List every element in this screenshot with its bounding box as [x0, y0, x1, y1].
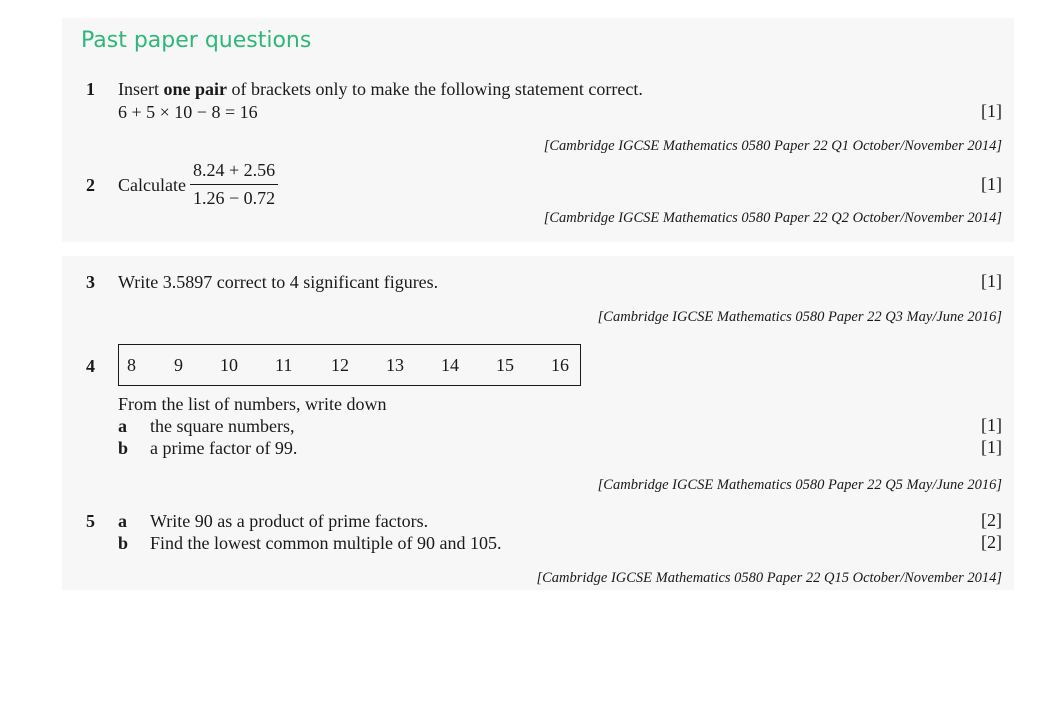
q4-number: 4 [86, 356, 95, 376]
q5-part-a-text: Write 90 as a product of prime factors. [150, 511, 429, 531]
number-list-item: 10 [220, 355, 238, 375]
band-divider [62, 242, 1014, 256]
q1-marks: [1] [981, 101, 1002, 121]
q5-part-a-label: a [118, 511, 127, 531]
q1-text-bold: one pair [163, 79, 227, 99]
q3-number: 3 [86, 272, 95, 292]
number-list-item: 9 [174, 355, 183, 375]
q2-fraction [190, 160, 278, 209]
q4-part-a-marks: [1] [981, 415, 1002, 435]
number-list-item: 15 [496, 355, 514, 375]
q1-source: [Cambridge IGCSE Mathematics 0580 Paper 22 Q1 October/November 2014] [543, 138, 1002, 154]
q5-part-b-text: Find the lowest common multiple of 90 and 105. [150, 533, 502, 553]
q4-intro: From the list of numbers, write down [118, 394, 387, 414]
q1-text-after: of brackets only to make the following statement correct. [227, 79, 643, 99]
q3-source: [Cambridge IGCSE Mathematics 0580 Paper 22 Q3 May/June 2016] [597, 309, 1002, 325]
number-list-box [118, 344, 581, 386]
q5-part-a-marks: [2] [981, 510, 1002, 530]
q5-part-b-label: b [118, 533, 129, 553]
q1-text [118, 78, 643, 100]
q2-text: Calculate [118, 175, 186, 195]
number-list-item: 8 [127, 355, 136, 375]
q2-source: [Cambridge IGCSE Mathematics 0580 Paper 22 Q2 October/November 2014] [543, 210, 1002, 226]
q2-denominator: 1.26 − 0.72 [193, 188, 276, 208]
q2-number: 2 [86, 175, 95, 195]
q4-part-a-label: a [118, 416, 127, 436]
q4-part-b-label: b [118, 438, 129, 458]
q1-text-before: Insert [118, 79, 164, 99]
number-list-item: 14 [441, 355, 459, 375]
q5-number: 5 [86, 511, 95, 531]
q5-source: [Cambridge IGCSE Mathematics 0580 Paper 22 Q15 October/November 2014] [536, 570, 1002, 586]
q5-part-b-marks: [2] [981, 532, 1002, 552]
q3-text: Write 3.5897 correct to 4 significant figures. [118, 272, 439, 292]
q4-part-b-text: a prime factor of 99. [150, 438, 298, 458]
number-list-item: 12 [331, 355, 349, 375]
q2-numerator: 8.24 + 2.56 [190, 160, 278, 185]
q4-source: [Cambridge IGCSE Mathematics 0580 Paper 22 Q5 May/June 2016] [597, 477, 1002, 493]
number-list-item: 16 [551, 355, 569, 375]
q3-marks: [1] [981, 271, 1002, 291]
q1-number: 1 [86, 79, 95, 99]
number-list-item: 11 [275, 355, 293, 375]
page-title: Past paper questions [81, 28, 312, 53]
number-list-item: 13 [386, 355, 404, 375]
q4-part-a-text: the square numbers, [150, 416, 295, 436]
q4-part-b-marks: [1] [981, 437, 1002, 457]
q1-expression: 6 + 5 × 10 − 8 = 16 [118, 102, 258, 122]
q2-marks: [1] [981, 174, 1002, 194]
